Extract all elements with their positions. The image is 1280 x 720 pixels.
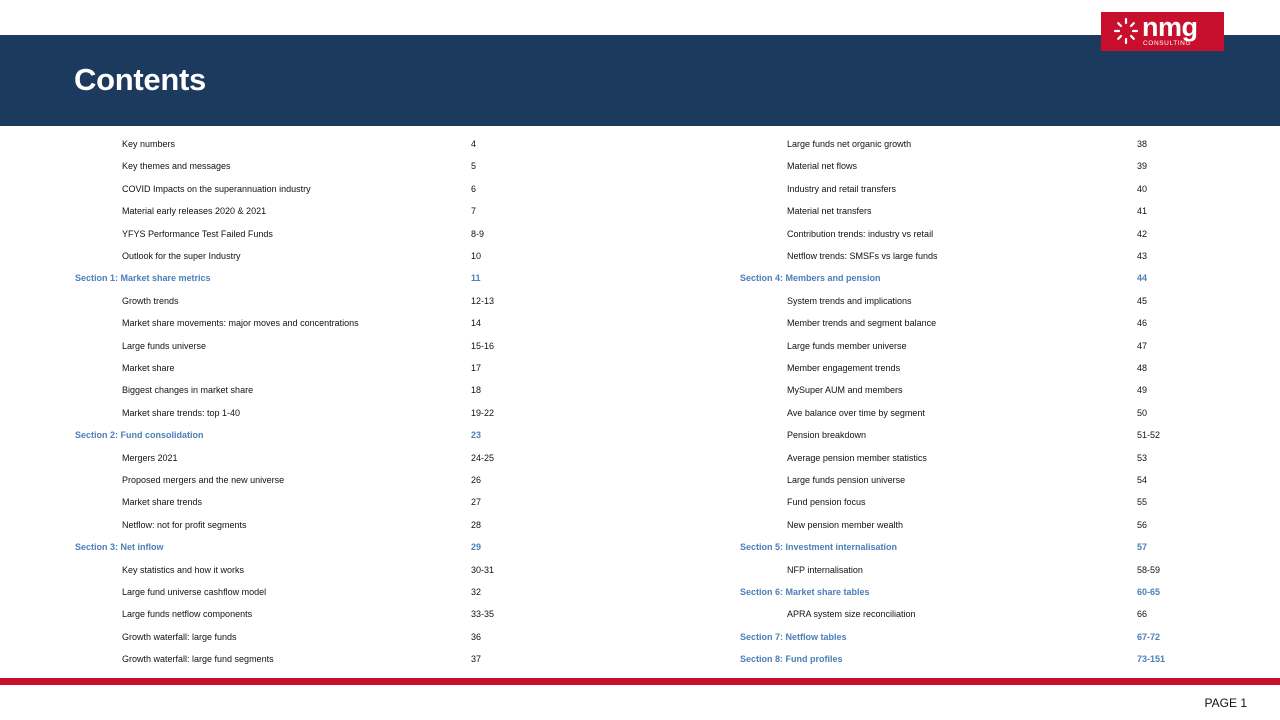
toc-entry-label: Growth waterfall: large fund segments — [122, 654, 274, 665]
toc-entry-page: 24-25 — [471, 452, 495, 463]
toc-entry[interactable] — [0, 245, 1148, 267]
toc-entry-label: YFYS Performance Test Failed Funds — [122, 228, 273, 239]
toc-entry-page: 19-22 — [471, 407, 495, 418]
toc-entry-page: 66 — [1137, 609, 1148, 620]
toc-entry-page: 27 — [471, 497, 482, 508]
toc-entry-page: 33-35 — [471, 609, 495, 620]
toc-entry-page: 47 — [1137, 340, 1148, 351]
toc-entry-page: 51-52 — [1137, 430, 1161, 441]
toc-entry-page: 15-16 — [471, 340, 495, 351]
toc-entry-label: Average pension member statistics — [787, 452, 927, 463]
toc-entry-page: 32 — [471, 587, 482, 597]
toc-entry[interactable] — [0, 200, 1148, 222]
toc-entry-label: Material net flows — [787, 161, 858, 172]
toc-entry-page: 56 — [1137, 519, 1148, 530]
toc-section-heading[interactable] — [0, 267, 1148, 289]
toc-entry-page: 30-31 — [471, 564, 495, 575]
toc-section-heading[interactable] — [0, 536, 1148, 558]
toc-entry[interactable] — [0, 223, 1148, 245]
toc-entry-label: New pension member wealth — [787, 519, 904, 530]
toc-entry-page: 53 — [1137, 452, 1148, 463]
toc-entry-label: Growth trends — [122, 295, 179, 306]
toc-entry[interactable] — [0, 402, 1148, 424]
toc-entry-page: 54 — [1137, 475, 1148, 485]
toc-entry-page: 12-13 — [471, 295, 495, 306]
toc-entry-page: 11 — [471, 273, 481, 284]
toc-entry-label: Large funds pension universe — [787, 475, 906, 485]
toc-entry-page: 39 — [1137, 161, 1148, 172]
toc-entry-label: Section 7: Netflow tables — [740, 631, 847, 642]
toc-entry-page: 23 — [471, 430, 482, 441]
toc-entry-label: NFP internalisation — [787, 564, 863, 575]
logo-subtitle: CONSULTING — [1143, 40, 1192, 47]
toc-entry-page: 10 — [471, 251, 482, 261]
toc-entry-label: COVID Impacts on the superannuation industry — [122, 183, 311, 194]
toc-entry-label: Large funds universe — [122, 340, 207, 351]
toc-entry[interactable] — [0, 469, 1148, 491]
toc-entry[interactable] — [0, 559, 1161, 581]
toc-entry[interactable] — [0, 447, 1148, 469]
toc-entry-page: 18 — [471, 385, 482, 396]
toc-entry-page: 73-151 — [1137, 654, 1166, 665]
toc-entry-label: Market share movements: major moves and concentrations — [122, 318, 359, 329]
toc-section-heading[interactable] — [0, 626, 1161, 648]
toc-entry-label: Market share trends — [122, 497, 203, 508]
toc-entry-page: 49 — [1137, 385, 1148, 396]
toc-entry-label: Ave balance over time by segment — [787, 407, 925, 418]
toc-entry-page: 46 — [1137, 318, 1148, 329]
page-title: Contents — [74, 62, 206, 97]
toc-entry[interactable] — [0, 133, 1148, 155]
toc-entry[interactable] — [0, 155, 1148, 177]
toc-entry-label: Member engagement trends — [787, 363, 901, 373]
toc-entry-label: Material net transfers — [787, 206, 872, 217]
toc-entry[interactable] — [0, 379, 1148, 401]
toc-entry-page: 44 — [1137, 273, 1148, 284]
toc-entry-page: 17 — [471, 363, 482, 373]
toc-entry-label: Contribution trends: industry vs retail — [787, 228, 934, 239]
toc-entry-page: 36 — [471, 631, 482, 642]
toc-entry-page: 6 — [471, 183, 477, 194]
toc-entry[interactable] — [0, 514, 1148, 536]
toc-entry-label: Fund pension focus — [787, 497, 866, 508]
page-number: PAGE 1 — [1204, 696, 1247, 710]
toc-entry-label: Section 3: Net inflow — [75, 542, 164, 553]
toc-section-heading[interactable] — [0, 648, 1166, 670]
toc-entry-label: Pension breakdown — [787, 430, 867, 441]
toc-entry-label: Netflow trends: SMSFs vs large funds — [787, 251, 938, 261]
toc-entry-label: Key numbers — [122, 139, 176, 149]
toc-entry-page: 41 — [1137, 206, 1148, 217]
toc-entry-label: Proposed mergers and the new universe — [122, 475, 285, 485]
toc-entry-label: Large fund universe cashflow model — [122, 587, 267, 597]
toc-entry-label: Netflow: not for profit segments — [122, 519, 247, 530]
toc-entry-label: Large funds net organic growth — [787, 139, 912, 149]
toc-entry-page: 50 — [1137, 407, 1148, 418]
toc-entry[interactable] — [0, 290, 1148, 312]
toc-entry-page: 67-72 — [1137, 631, 1161, 642]
toc-entry-label: Material early releases 2020 & 2021 — [122, 206, 267, 217]
toc-entry-page: 42 — [1137, 228, 1148, 239]
toc-entry-page: 14 — [471, 318, 482, 329]
toc-entry-page: 55 — [1137, 497, 1148, 508]
toc-entry-page: 7 — [471, 206, 477, 217]
toc-entry-page: 4 — [471, 139, 477, 149]
toc-entry-label: Large funds netflow components — [122, 609, 253, 620]
toc-entry-label: Market share — [122, 363, 175, 373]
toc-entry-page: 37 — [471, 654, 482, 665]
toc-entry[interactable] — [0, 424, 1161, 446]
toc-entry[interactable] — [0, 491, 1148, 513]
toc-entry-label: Market share trends: top 1-40 — [122, 407, 241, 418]
nmg-logo — [1101, 12, 1224, 51]
toc-entry[interactable] — [0, 357, 1148, 379]
toc-entry-page: 45 — [1137, 295, 1148, 306]
toc-entry-page: 8-9 — [471, 228, 485, 239]
toc-entry-page: 40 — [1137, 183, 1148, 194]
toc-entry-page: 48 — [1137, 363, 1148, 373]
toc-entry-label: Key statistics and how it works — [122, 564, 245, 575]
toc-entry-label: Section 8: Fund profiles — [740, 654, 843, 665]
toc-entry-label: Section 1: Market share metrics — [75, 273, 211, 284]
toc-entry[interactable] — [0, 335, 1148, 357]
toc-section-heading[interactable] — [0, 581, 1161, 603]
toc-entry-page: 60-65 — [1137, 587, 1161, 597]
toc-entry-label: Section 6: Market share tables — [740, 587, 870, 597]
toc-entry-label: Section 2: Fund consolidation — [75, 430, 204, 441]
toc-entry-label: Biggest changes in market share — [122, 385, 254, 396]
toc-entry-page: 5 — [471, 161, 477, 172]
toc-entry-page: 28 — [471, 519, 482, 530]
toc-entry-label: Outlook for the super Industry — [122, 251, 241, 261]
toc-entry-label: Mergers 2021 — [122, 452, 178, 463]
toc-entry[interactable] — [0, 603, 1148, 625]
toc-entry-page: 57 — [1137, 542, 1148, 553]
toc-entry-label: Large funds member universe — [787, 340, 907, 351]
toc-entry-label: System trends and implications — [787, 295, 912, 306]
toc-entry-label: Industry and retail transfers — [787, 183, 897, 194]
toc-entry-page: 38 — [1137, 139, 1148, 149]
toc-entry-label: Member trends and segment balance — [787, 318, 937, 329]
toc-entry-label: APRA system size reconciliation — [787, 609, 916, 620]
sunburst-icon — [1113, 17, 1139, 45]
toc-entry-page: 26 — [471, 475, 482, 485]
toc-entry-page: 58-59 — [1137, 564, 1161, 575]
toc-entry-label: Growth waterfall: large funds — [122, 631, 237, 642]
logo-wordmark: nmg — [1142, 12, 1198, 42]
toc-entry-label: Section 4: Members and pension — [740, 273, 881, 284]
toc-entry-page: 43 — [1137, 251, 1148, 261]
toc-entry[interactable] — [0, 312, 1148, 334]
footer-bar — [0, 678, 1280, 685]
toc-entry-page: 29 — [471, 542, 482, 553]
toc-entry-label: Section 5: Investment internalisation — [740, 542, 898, 553]
toc-entry-label: Key themes and messages — [122, 161, 231, 172]
toc-entry-label: MySuper AUM and members — [787, 385, 903, 396]
toc-entry[interactable] — [0, 178, 1148, 200]
